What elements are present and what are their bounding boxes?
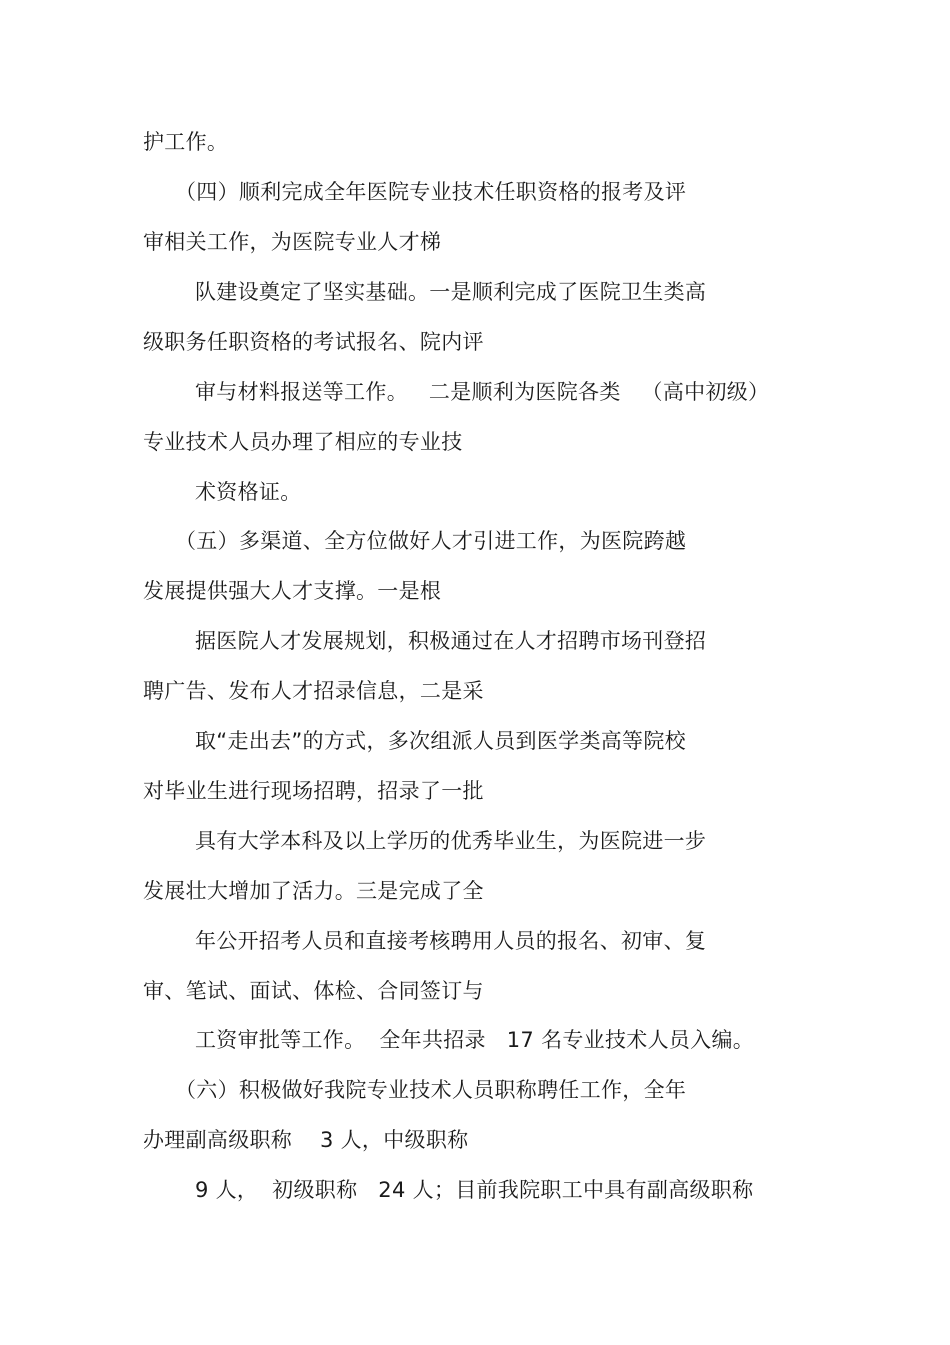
text-line: 聘广告、发布人才招录信息，二是采: [143, 679, 484, 703]
text-line: 办理副高级职称 3 人，中级职称: [143, 1128, 469, 1152]
text-line: 具有大学本科及以上学历的优秀毕业生，为医院进一步: [195, 829, 707, 853]
text-line: 级职务任职资格的考试报名、院内评: [143, 330, 484, 354]
text-line: （四）顺利完成全年医院专业技术任职资格的报考及评: [175, 180, 687, 204]
text-line: 取“走出去”的方式，多次组派人员到医学类高等院校: [195, 729, 686, 753]
text-line: 审相关工作，为医院专业人才梯: [143, 230, 442, 254]
text-line: （五）多渠道、全方位做好人才引进工作，为医院跨越: [175, 529, 687, 553]
text-line: 审、笔试、面试、体检、合同签订与: [143, 979, 484, 1003]
text-line: 工资审批等工作。 全年共招录 17 名专业技术人员入编。: [195, 1028, 755, 1052]
text-line: 专业技术人员办理了相应的专业技: [143, 430, 463, 454]
text-line: 护工作。: [143, 130, 229, 154]
text-line: 对毕业生进行现场招聘，招录了一批: [143, 779, 484, 803]
text-line: 发展壮大增加了活力。三是完成了全: [143, 879, 484, 903]
text-line: 据医院人才发展规划，积极通过在人才招聘市场刊登招: [195, 629, 707, 653]
text-line: 队建设奠定了坚实基础。一是顺利完成了医院卫生类高: [195, 280, 707, 304]
text-line: （六）积极做好我院专业技术人员职称聘任工作，全年: [175, 1078, 687, 1102]
text-line: 审与材料报送等工作。 二是顺利为医院各类 （高中初级）: [195, 380, 770, 404]
text-line: 术资格证。: [195, 480, 302, 504]
text-line: 9 人， 初级职称 24 人；目前我院职工中具有副高级职称: [195, 1178, 754, 1202]
text-line: 发展提供强大人才支撑。一是根: [143, 579, 442, 603]
text-line: 年公开招考人员和直接考核聘用人员的报名、初审、复: [195, 929, 707, 953]
